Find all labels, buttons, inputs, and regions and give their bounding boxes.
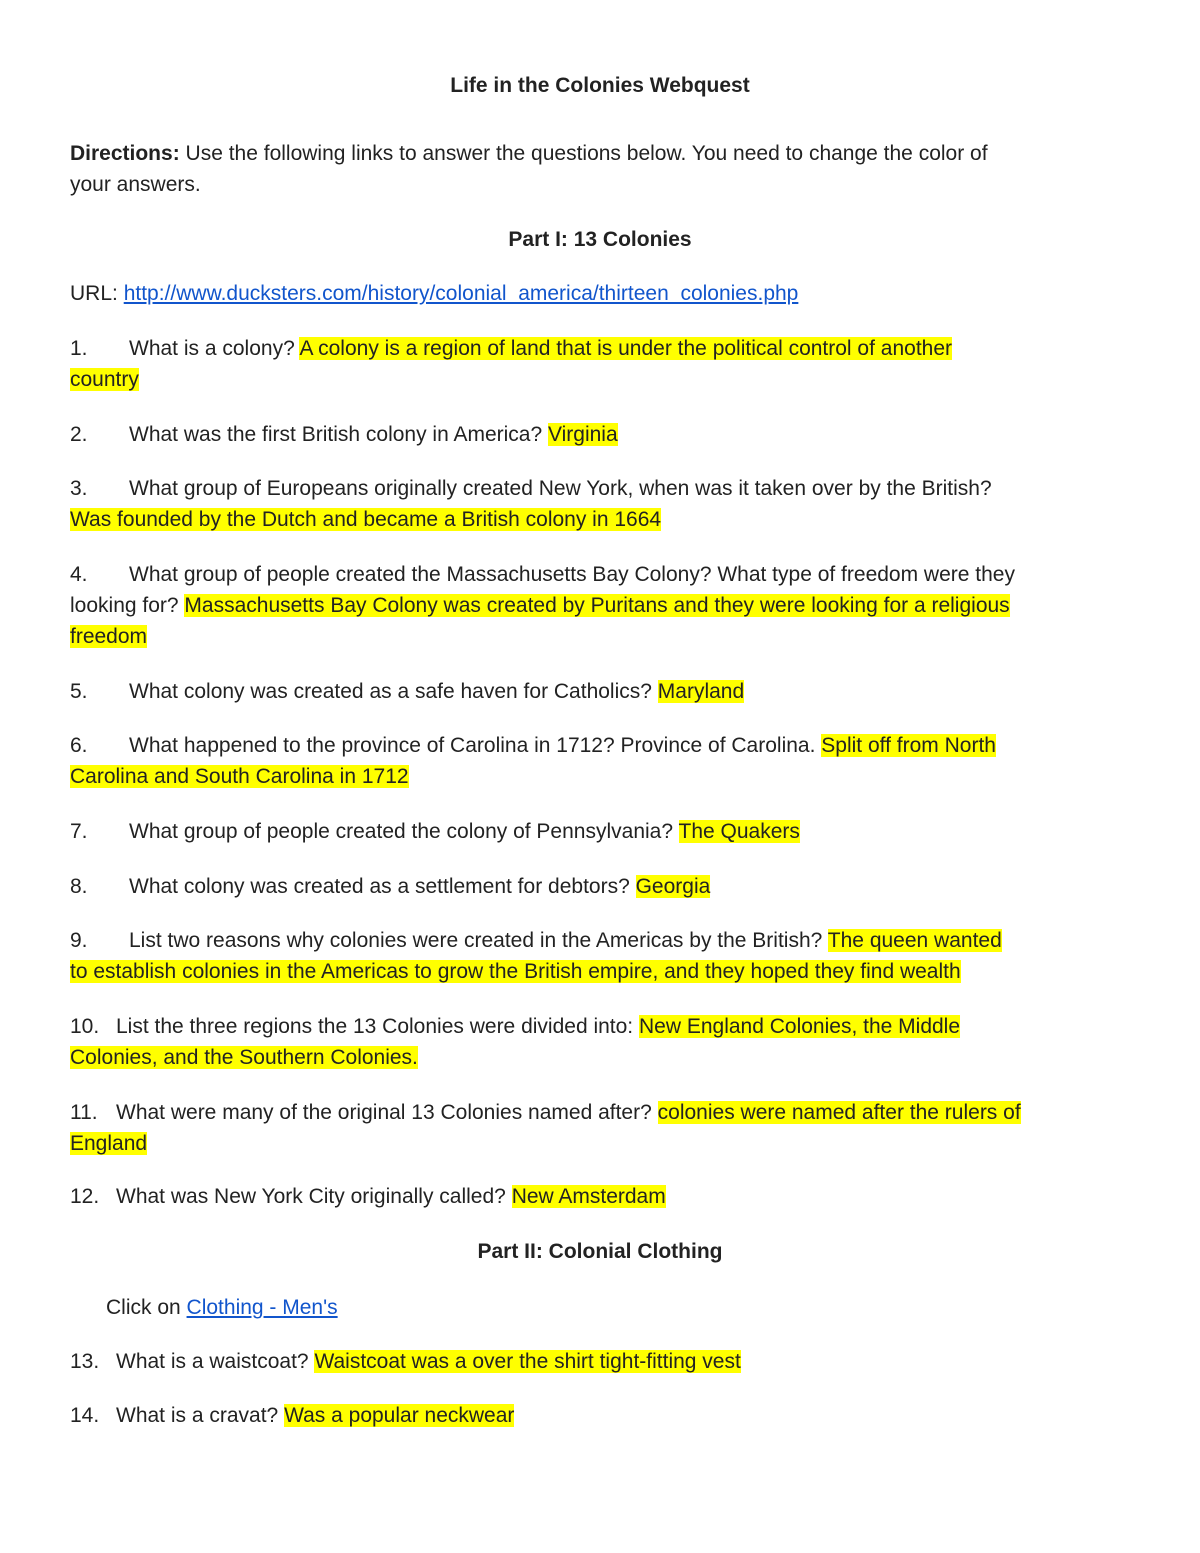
url-label: URL:	[70, 282, 118, 305]
question-number: 5.	[70, 680, 88, 703]
question-text: What colony was created as a safe haven for Catholics?	[129, 680, 652, 703]
answer-highlight: A colony is a region of land that is under the political control of another	[299, 337, 953, 360]
answer-highlight: Split off from North	[821, 734, 996, 757]
answer-6-cont	[70, 761, 409, 792]
question-number: 12.	[70, 1185, 100, 1208]
answer-highlight: England	[70, 1132, 148, 1155]
answer-highlight: The queen wanted	[827, 929, 1002, 952]
question-text: What colony was created as a settlement for debtors?	[129, 875, 630, 898]
answer-highlight: Maryland	[657, 680, 745, 703]
answer-1-cont	[70, 364, 139, 395]
question-text: What group of Europeans originally created New York, when was it taken over by the British?	[129, 477, 992, 500]
question-5	[70, 676, 744, 707]
question-number: 1.	[70, 337, 88, 360]
question-4-cont	[70, 590, 1010, 621]
answer-3	[70, 504, 661, 535]
answer-highlight: Carolina and South Carolina in 1712	[70, 765, 409, 788]
answer-highlight: colonies were named after the rulers of	[657, 1101, 1021, 1124]
directions-line-2: your answers.	[70, 173, 201, 196]
answer-highlight: Was a popular neckwear	[284, 1404, 515, 1427]
question-number: 7.	[70, 820, 88, 843]
question-number: 10.	[70, 1015, 100, 1038]
answer-highlight: The Quakers	[678, 820, 800, 843]
question-text: What is a cravat?	[116, 1404, 279, 1427]
ducksters-link[interactable]: http://www.ducksters.com/history/colonial_america/thirteen_colonies.php	[123, 282, 799, 305]
answer-highlight: Waistcoat was a over the shirt tight-fitting vest	[314, 1350, 741, 1373]
question-1	[70, 333, 952, 364]
question-text: What were many of the original 13 Colonies named after?	[116, 1101, 652, 1124]
question-number: 9.	[70, 929, 88, 952]
question-9	[70, 925, 1002, 956]
click-line	[106, 1292, 338, 1323]
question-number: 2.	[70, 423, 88, 446]
answer-highlight: New Amsterdam	[511, 1185, 666, 1208]
question-2	[70, 419, 618, 450]
answer-highlight: Colonies, and the Southern Colonies.	[70, 1046, 418, 1069]
question-number: 14.	[70, 1404, 100, 1427]
clothing-mens-link[interactable]: Clothing - Men's	[186, 1296, 338, 1319]
part1-heading: Part I: 13 Colonies	[508, 228, 692, 251]
click-text: Click on	[106, 1296, 181, 1319]
directions-text: Use the following links to answer the questions below. You need to change the color of	[185, 142, 988, 165]
question-text: What happened to the province of Carolina in 1712? Province of Carolina.	[129, 734, 816, 757]
question-number: 13.	[70, 1350, 100, 1373]
question-4	[70, 559, 1015, 590]
question-text: List two reasons why colonies were created in the Americas by the British?	[129, 929, 823, 952]
question-10	[70, 1011, 960, 1042]
answer-11-cont	[70, 1128, 147, 1159]
answer-highlight: country	[70, 368, 139, 391]
question-13	[70, 1346, 741, 1377]
answer-highlight: Massachusetts Bay Colony was created by Puritans and they were looking for a religious	[184, 594, 1010, 617]
question-text: List the three regions the 13 Colonies were divided into:	[116, 1015, 634, 1038]
question-12	[70, 1181, 666, 1212]
question-text: looking for?	[70, 594, 179, 617]
answer-highlight: Georgia	[635, 875, 711, 898]
directions-label: Directions:	[70, 142, 180, 165]
answer-highlight: to establish colonies in the Americas to grow the British empire, and they hoped they find wealth	[70, 960, 961, 983]
question-number: 11.	[70, 1101, 98, 1124]
answer-4-cont	[70, 621, 147, 652]
part2-heading: Part II: Colonial Clothing	[477, 1240, 723, 1263]
question-14	[70, 1400, 514, 1431]
question-number: 4.	[70, 563, 88, 586]
question-number: 8.	[70, 875, 88, 898]
question-text: What was the first British colony in America?	[129, 423, 543, 446]
directions-line-1	[70, 138, 988, 169]
question-number: 6.	[70, 734, 88, 757]
answer-10-cont	[70, 1042, 418, 1073]
question-text: What group of people created the colony of Pennsylvania?	[129, 820, 674, 843]
question-number: 3.	[70, 477, 88, 500]
page-title: Life in the Colonies Webquest	[450, 74, 750, 97]
answer-9-cont	[70, 956, 961, 987]
url-line	[70, 278, 798, 309]
answer-highlight: New England Colonies, the Middle	[639, 1015, 961, 1038]
question-7	[70, 816, 800, 847]
answer-highlight: Was founded by the Dutch and became a British colony in 1664	[70, 508, 662, 531]
answer-highlight: Virginia	[548, 423, 618, 446]
question-3	[70, 473, 992, 504]
question-6	[70, 730, 996, 761]
question-11	[70, 1097, 1021, 1128]
question-text: What is a waistcoat?	[116, 1350, 309, 1373]
question-text: What group of people created the Massachusetts Bay Colony? What type of freedom were they	[129, 563, 1015, 586]
answer-highlight: freedom	[70, 625, 148, 648]
question-text: What is a colony?	[129, 337, 295, 360]
question-text: What was New York City originally called?	[116, 1185, 506, 1208]
question-8	[70, 871, 710, 902]
